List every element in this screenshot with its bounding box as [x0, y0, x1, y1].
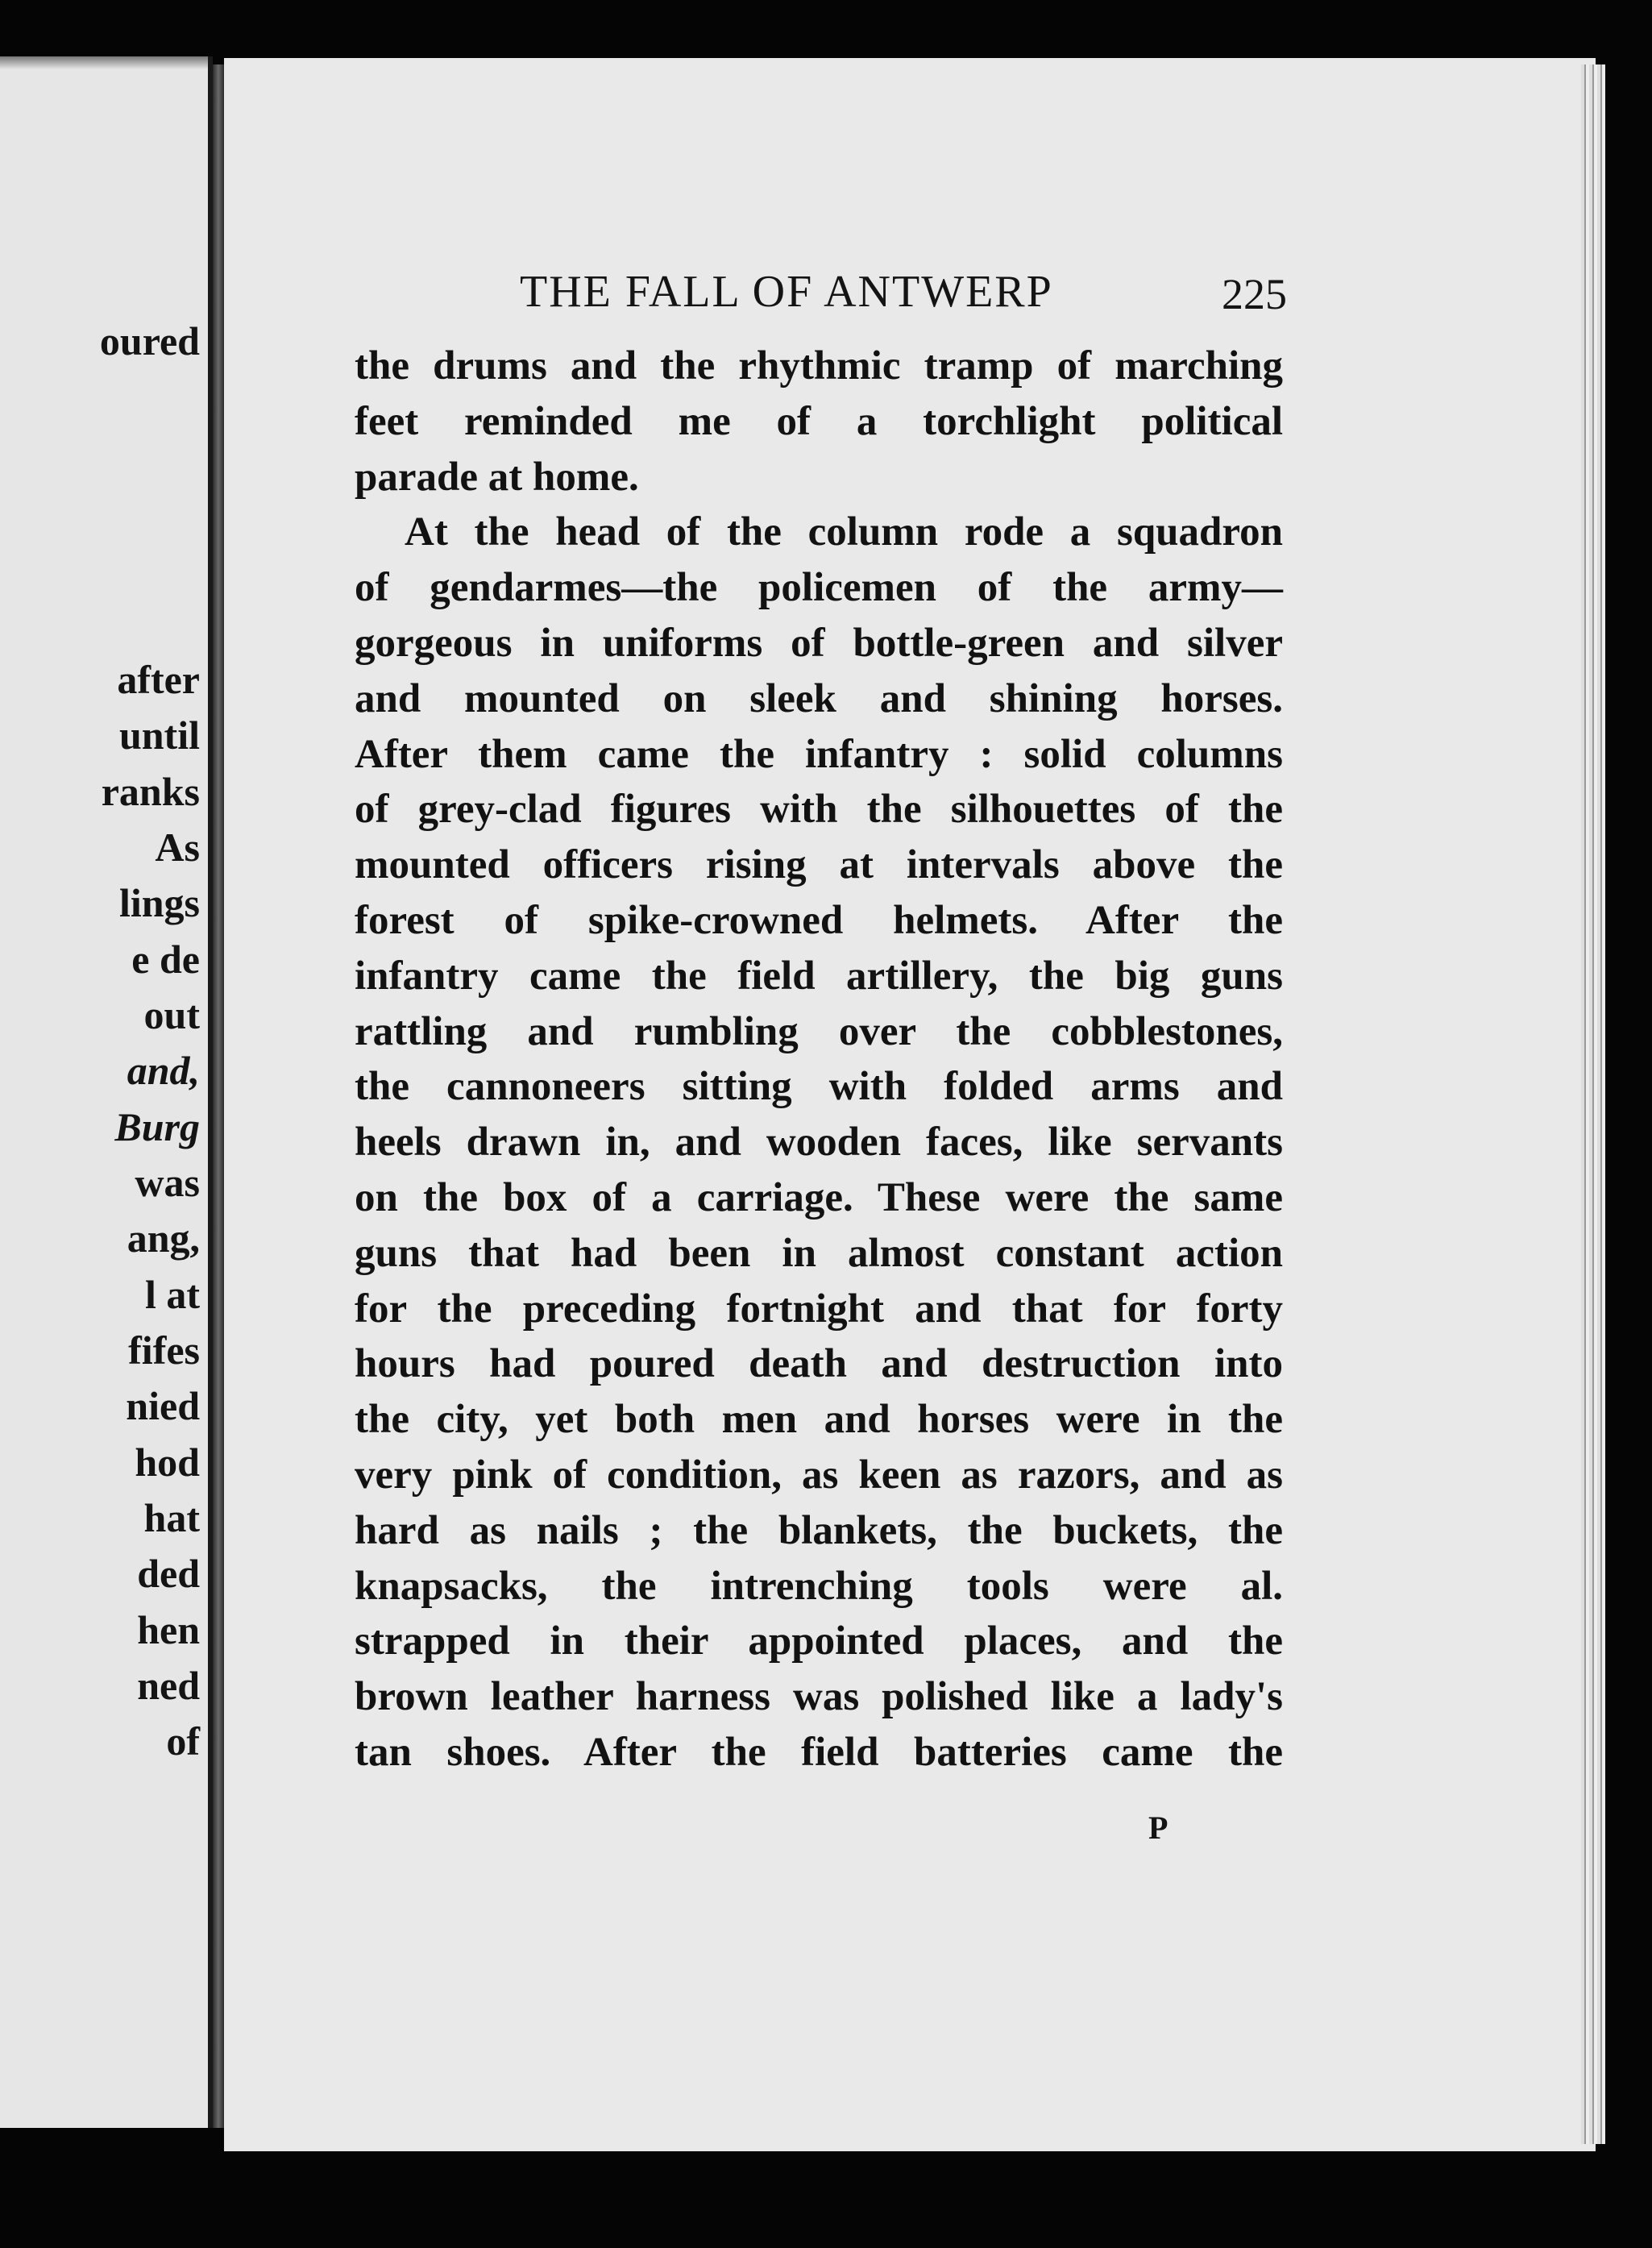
text-line: After them came the infantry : solid columns: [355, 731, 1283, 777]
text-line: and mounted on sleek and shining horses.: [355, 675, 1283, 721]
left-page-fragment: Burg: [114, 1104, 200, 1149]
left-page-fragment: ned: [137, 1663, 200, 1708]
left-page-fragment: oured: [99, 318, 200, 364]
text-line: infantry came the field artillery, the big guns: [355, 953, 1283, 999]
body-text: [355, 339, 1283, 1781]
text-line: guns that had been in almost constant action: [355, 1230, 1283, 1276]
text-line: hours had poured death and destruction into: [355, 1341, 1283, 1387]
left-page-fragment: ranks: [101, 769, 200, 814]
text-line: heels drawn in, and wooden faces, like servants: [355, 1120, 1283, 1166]
text-line: parade at home.: [355, 454, 639, 500]
text-line: mounted officers rising at intervals above the: [355, 842, 1283, 888]
left-page-fragment: ang,: [127, 1215, 200, 1261]
book-gutter: [213, 64, 224, 2128]
page-header: [520, 266, 1287, 322]
left-page-fragment: and,: [127, 1048, 200, 1093]
left-page-fragment: l at: [144, 1272, 200, 1317]
text-line: the cannoneers sitting with folded arms and: [355, 1064, 1283, 1110]
left-page-fragment: until: [118, 713, 200, 758]
signature-mark: P: [1148, 1810, 1168, 1846]
left-page-fragment: hod: [135, 1440, 200, 1485]
text-line: knapsacks, the intrenching tools were al.: [355, 1563, 1283, 1609]
left-page-fragment: As: [155, 825, 200, 870]
text-line: hard as nails ; the blankets, the buckets, the: [355, 1507, 1283, 1553]
left-page-fragment: after: [117, 657, 200, 702]
text-line: very pink of condition, as keen as razors, and as: [355, 1452, 1283, 1498]
text-line: tan shoes. After the field batteries came the: [355, 1729, 1283, 1775]
left-page-fragment: lings: [118, 880, 200, 925]
left-page-fragment: fifes: [128, 1328, 200, 1373]
left-page-fragment: was: [135, 1160, 200, 1205]
text-line: of gendarmes—the policemen of the army—: [355, 565, 1283, 611]
text-line: feet reminded me of a torchlight political: [355, 398, 1283, 444]
left-page-fragment: hat: [143, 1495, 200, 1540]
text-line: on the box of a carriage. These were the same: [355, 1174, 1283, 1220]
page-number: 225: [1222, 270, 1287, 318]
text-line: for the preceding fortnight and that for forty: [355, 1286, 1283, 1332]
left-page: [0, 56, 213, 2128]
text-line: gorgeous in uniforms of bottle-green and silver: [355, 620, 1283, 666]
left-page-fragment: out: [143, 992, 200, 1037]
text-line: the drums and the rhythmic tramp of marching: [355, 343, 1283, 389]
left-page-fragment: nied: [126, 1383, 200, 1428]
text-line: rattling and rumbling over the cobblestones,: [355, 1008, 1283, 1054]
running-head: THE FALL OF ANTWERP: [520, 267, 1053, 317]
text-line: brown leather harness was polished like a lady's: [355, 1674, 1283, 1720]
page-edge: [1581, 64, 1605, 2144]
left-page-fragment: of: [166, 1718, 200, 1764]
text-line: of grey-clad figures with the silhouettes of the: [355, 787, 1283, 833]
left-page-fragment: ded: [137, 1551, 200, 1596]
text-line: At the head of the column rode a squadron: [405, 509, 1283, 555]
text-line: forest of spike-crowned helmets. After the: [355, 897, 1283, 943]
left-page-fragment: e de: [131, 937, 200, 982]
text-line: strapped in their appointed places, and the: [355, 1618, 1283, 1664]
text-line: the city, yet both men and horses were in the: [355, 1397, 1283, 1443]
left-page-fragment: hen: [137, 1607, 200, 1652]
